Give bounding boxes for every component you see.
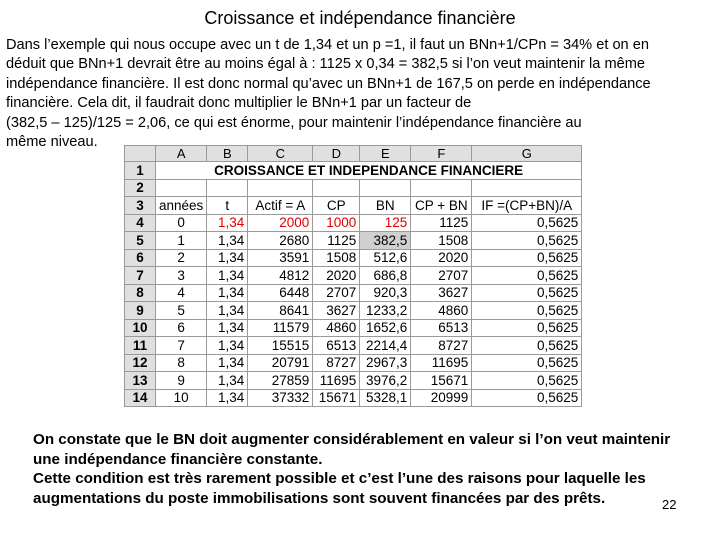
intro-line: (382,5 – 125)/125 = 2,06, ce qui est énorme, pour maintenir l’indépendance financière au xyxy=(6,114,582,131)
column-header-c[interactable]: C xyxy=(248,146,313,162)
column-title-cell[interactable]: années xyxy=(156,197,207,215)
data-cell[interactable]: 1,34 xyxy=(207,249,248,267)
row-header[interactable]: 10 xyxy=(125,319,156,337)
conclusion-line: une indépendance financière constante. xyxy=(33,450,323,468)
row-header[interactable]: 7 xyxy=(125,267,156,285)
column-title-cell[interactable]: IF =(CP+BN)/A xyxy=(472,197,582,215)
data-cell[interactable]: 0,5625 xyxy=(472,214,582,232)
data-cell[interactable]: 4860 xyxy=(411,302,472,320)
data-cell[interactable]: 15515 xyxy=(248,337,313,355)
data-cell[interactable]: 3591 xyxy=(248,249,313,267)
intro-paragraph xyxy=(6,36,718,152)
data-cell[interactable]: 15671 xyxy=(411,372,472,390)
data-cell[interactable]: 2214,4 xyxy=(360,337,411,355)
intro-line: indépendance financière. Il est donc normal qu’avec un BNn+1 de 167,5 on perde en indépendance xyxy=(6,75,651,92)
data-cell[interactable]: 1,34 xyxy=(207,319,248,337)
data-cell[interactable]: 4860 xyxy=(313,319,360,337)
data-cell[interactable]: 1652,6 xyxy=(360,319,411,337)
data-cell[interactable]: 6448 xyxy=(248,284,313,302)
data-cell[interactable]: 0,5625 xyxy=(472,389,582,407)
data-cell[interactable]: 15671 xyxy=(313,389,360,407)
data-cell[interactable]: 0,5625 xyxy=(472,249,582,267)
data-cell[interactable]: 7 xyxy=(156,337,207,355)
data-cell[interactable]: 11579 xyxy=(248,319,313,337)
data-cell[interactable]: 2967,3 xyxy=(360,354,411,372)
data-cell[interactable]: 8727 xyxy=(411,337,472,355)
column-title-cell[interactable]: BN xyxy=(360,197,411,215)
column-header-g[interactable]: G xyxy=(472,146,582,162)
conclusion-line: On constate que le BN doit augmenter considérablement en valeur si l’on veut maintenir xyxy=(33,431,671,448)
data-cell[interactable]: 1,34 xyxy=(207,337,248,355)
data-cell[interactable]: 4 xyxy=(156,284,207,302)
data-cell[interactable]: 6513 xyxy=(313,337,360,355)
conclusion-line: augmentations du poste immobilisations sont souvent financées par des prêts. xyxy=(33,489,606,507)
data-cell[interactable]: 37332 xyxy=(248,389,313,407)
data-cell[interactable]: 0,5625 xyxy=(472,232,582,250)
sheet-row xyxy=(125,162,582,180)
data-cell[interactable]: 686,8 xyxy=(360,267,411,285)
sheet-row xyxy=(125,302,582,320)
sheet-row xyxy=(125,214,582,232)
row-header[interactable]: 8 xyxy=(125,284,156,302)
data-cell[interactable]: 4812 xyxy=(248,267,313,285)
data-cell[interactable]: 2707 xyxy=(313,284,360,302)
data-cell[interactable]: 1,34 xyxy=(207,372,248,390)
data-cell[interactable]: 0,5625 xyxy=(472,302,582,320)
data-cell[interactable]: 2000 xyxy=(248,214,313,232)
column-title-cell[interactable]: Actif = A xyxy=(248,197,313,215)
row-header[interactable]: 4 xyxy=(125,214,156,232)
slide-title: Croissance et indépendance financière xyxy=(204,8,516,28)
row-header[interactable]: 5 xyxy=(125,232,156,250)
column-title-cell[interactable]: CP + BN xyxy=(411,197,472,215)
empty-cell[interactable] xyxy=(207,179,248,197)
column-header-a[interactable]: A xyxy=(156,146,207,162)
spreadsheet-table xyxy=(124,145,582,407)
data-cell[interactable]: 1,34 xyxy=(207,232,248,250)
data-cell[interactable]: 3627 xyxy=(411,284,472,302)
page-number: 22 xyxy=(662,497,677,512)
data-cell[interactable]: 27859 xyxy=(248,372,313,390)
data-cell[interactable]: 1000 xyxy=(313,214,360,232)
row-header[interactable]: 13 xyxy=(125,372,156,390)
intro-line: financière. Cela dit, il faudrait donc multiplier le BNn+1 par un facteur de xyxy=(6,95,472,112)
data-cell[interactable]: 11695 xyxy=(313,372,360,390)
data-cell[interactable]: 3627 xyxy=(313,302,360,320)
intro-line: déduit que BNn+1 devrait être au moins égal à : 1125 x 0,34 = 382,5 si l’on veut maintenir la même xyxy=(6,56,645,73)
data-cell[interactable]: 8727 xyxy=(313,354,360,372)
column-header-e[interactable]: E xyxy=(360,146,411,162)
column-title-cell[interactable]: t xyxy=(207,197,248,215)
sheet-banner[interactable]: CROISSANCE ET INDEPENDANCE FINANCIERE xyxy=(156,162,582,180)
empty-cell[interactable] xyxy=(411,179,472,197)
data-cell[interactable]: 5328,1 xyxy=(360,389,411,407)
column-header-d[interactable]: D xyxy=(313,146,360,162)
data-cell[interactable]: 2707 xyxy=(411,267,472,285)
data-cell[interactable]: 0,5625 xyxy=(472,267,582,285)
empty-cell[interactable] xyxy=(156,179,207,197)
sheet-row xyxy=(125,372,582,390)
intro-line: même niveau. xyxy=(6,134,98,151)
sheet-row xyxy=(125,354,582,372)
data-cell[interactable]: 0,5625 xyxy=(472,319,582,337)
data-cell[interactable]: 20791 xyxy=(248,354,313,372)
data-cell[interactable]: 512,6 xyxy=(360,249,411,267)
data-cell[interactable]: 0,5625 xyxy=(472,337,582,355)
data-cell[interactable]: 1,34 xyxy=(207,214,248,232)
column-header-row xyxy=(125,146,582,162)
empty-cell[interactable] xyxy=(472,179,582,197)
data-cell[interactable]: 1508 xyxy=(313,249,360,267)
data-cell[interactable]: 20999 xyxy=(411,389,472,407)
data-cell[interactable]: 920,3 xyxy=(360,284,411,302)
data-cell[interactable]: 1,34 xyxy=(207,389,248,407)
conclusion-paragraph xyxy=(33,430,713,508)
data-cell[interactable]: 3 xyxy=(156,267,207,285)
intro-line: Dans l’exemple qui nous occupe avec un t de 1,34 et un p =1, il faut un BNn+1/CPn = 34% et on en xyxy=(6,37,649,53)
data-cell[interactable]: 1,34 xyxy=(207,267,248,285)
sheet-row xyxy=(125,179,582,197)
sheet-row xyxy=(125,284,582,302)
data-cell[interactable]: 1 xyxy=(156,232,207,250)
data-cell[interactable]: 1233,2 xyxy=(360,302,411,320)
empty-cell[interactable] xyxy=(360,179,411,197)
data-cell[interactable]: 1,34 xyxy=(207,354,248,372)
spreadsheet-body xyxy=(125,146,582,407)
data-cell[interactable]: 5 xyxy=(156,302,207,320)
row-header[interactable]: 2 xyxy=(125,179,156,197)
data-cell[interactable]: 10 xyxy=(156,389,207,407)
data-cell[interactable]: 0,5625 xyxy=(472,372,582,390)
sheet-row xyxy=(125,197,582,215)
data-cell[interactable]: 0,5625 xyxy=(472,284,582,302)
data-cell[interactable]: 1508 xyxy=(411,232,472,250)
sheet-row xyxy=(125,267,582,285)
sheet-row xyxy=(125,232,582,250)
sheet-row xyxy=(125,249,582,267)
data-cell[interactable]: 2 xyxy=(156,249,207,267)
sheet-row xyxy=(125,319,582,337)
empty-cell[interactable] xyxy=(248,179,313,197)
row-header[interactable]: 3 xyxy=(125,197,156,215)
data-cell[interactable]: 382,5 xyxy=(360,232,411,250)
row-header[interactable]: 12 xyxy=(125,354,156,372)
row-header[interactable]: 1 xyxy=(125,162,156,180)
sheet-row xyxy=(125,389,582,407)
data-cell[interactable]: 6513 xyxy=(411,319,472,337)
data-cell[interactable]: 1125 xyxy=(313,232,360,250)
data-cell[interactable]: 9 xyxy=(156,372,207,390)
data-cell[interactable]: 3976,2 xyxy=(360,372,411,390)
data-cell[interactable]: 1125 xyxy=(411,214,472,232)
row-header[interactable]: 14 xyxy=(125,389,156,407)
data-cell[interactable]: 6 xyxy=(156,319,207,337)
data-cell[interactable]: 2020 xyxy=(313,267,360,285)
row-header[interactable]: 6 xyxy=(125,249,156,267)
data-cell[interactable]: 0 xyxy=(156,214,207,232)
data-cell[interactable]: 11695 xyxy=(411,354,472,372)
data-cell[interactable]: 8 xyxy=(156,354,207,372)
column-title-cell[interactable]: CP xyxy=(313,197,360,215)
sheet-row xyxy=(125,337,582,355)
row-header[interactable]: 9 xyxy=(125,302,156,320)
column-header-b[interactable]: B xyxy=(207,146,248,162)
empty-cell[interactable] xyxy=(313,179,360,197)
data-cell[interactable]: 0,5625 xyxy=(472,354,582,372)
select-all-corner[interactable] xyxy=(125,146,156,162)
data-cell[interactable]: 2680 xyxy=(248,232,313,250)
conclusion-line: Cette condition est très rarement possible et c’est l’une des raisons pour laquelle les xyxy=(33,470,646,487)
data-cell[interactable]: 1,34 xyxy=(207,302,248,320)
column-header-f[interactable]: F xyxy=(411,146,472,162)
data-cell[interactable]: 8641 xyxy=(248,302,313,320)
data-cell[interactable]: 2020 xyxy=(411,249,472,267)
data-cell[interactable]: 125 xyxy=(360,214,411,232)
row-header[interactable]: 11 xyxy=(125,337,156,355)
data-cell[interactable]: 1,34 xyxy=(207,284,248,302)
